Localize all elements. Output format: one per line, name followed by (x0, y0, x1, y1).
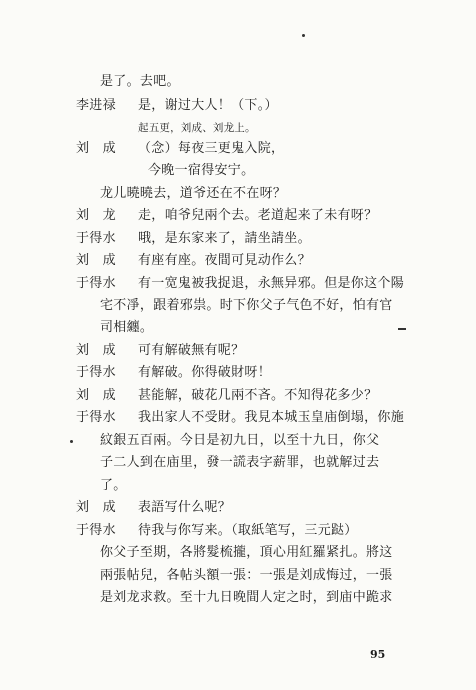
line-20: 刘 成 表語写什么呢？ (76, 500, 232, 515)
speaker: 刘 成 (76, 141, 116, 156)
speaker: 刘 龙 (76, 208, 116, 223)
line-23: 兩張帖兒，各帖头額一張：一張是刘成悔过，一張 (100, 568, 393, 583)
stage-direction: 起五更，刘成、刘龙上。 (138, 122, 256, 134)
print-speck (302, 34, 305, 37)
line-18: 子二人到在庙里，發一謊表字薪罪，也就解过去 (100, 455, 380, 470)
line-21: 于得水 待我与你写来。（取紙笔写，三元跶） (76, 523, 358, 538)
print-mark (398, 328, 406, 330)
line-13: 刘 成 可有解破無有呢？ (76, 343, 245, 358)
speaker: 于得水 (76, 276, 116, 291)
line-14: 于得水 有解破。你得破財呀！ (76, 365, 272, 380)
line-17: 紋銀五百兩。今日是初九日，以至十九日，你父 (100, 433, 380, 448)
line-19: 了。 (100, 478, 127, 493)
speaker: 刘 成 (76, 388, 116, 403)
speaker: 李进禄 (76, 98, 116, 113)
line-16: 于得水 我出家人不受財。我見本城玉皇庙倒塌，你施 (76, 410, 405, 425)
line-22: 你父子至期，各將髮梳攏，頂心用紅羅紧扎。將这 (100, 545, 393, 560)
line-9: 刘 成 有座有座。夜間可見动作么？ (76, 253, 311, 268)
line-15: 刘 成 甚能解，破花几兩不吝。不知得花多少？ (76, 388, 378, 403)
line-10: 于得水 有一宽鬼被我捉退，永無异邪。但是你这个陽 (76, 276, 405, 291)
speaker: 于得水 (76, 410, 116, 425)
line-4: 刘 成 （念）每夜三更鬼入院， (76, 141, 285, 156)
line-5: 今晚一宿得安宁。 (148, 163, 255, 178)
speaker: 刘 成 (76, 500, 116, 515)
line-6: 龙儿曉曉去，道爷还在不在呀？ (100, 186, 287, 201)
line-8: 于得水 哦，是东家来了，請坐請坐。 (76, 231, 311, 246)
line-24: 是刘龙求救。至十九日晚間人定之时，到庙中跪求 (100, 590, 393, 605)
speaker: 于得水 (76, 365, 116, 380)
line-11: 宅不凈，跟着邪祟。时下你父子气色不好，怕有官 (100, 298, 393, 313)
line-1: 是了。去吧。 (100, 74, 180, 89)
speaker: 刘 成 (76, 253, 116, 268)
speaker: 于得水 (76, 231, 116, 246)
speaker: 刘 成 (76, 343, 116, 358)
line-7: 刘 龙 走，咱爷兒兩个去。老道起来了未有呀？ (76, 208, 378, 223)
speaker: 于得水 (76, 523, 116, 538)
print-speck (70, 440, 73, 443)
page-number: 95 (370, 648, 386, 661)
line-2: 李进禄 是，谢过大人！（下。） (76, 98, 278, 113)
line-12: 司相纏。 (100, 320, 154, 335)
